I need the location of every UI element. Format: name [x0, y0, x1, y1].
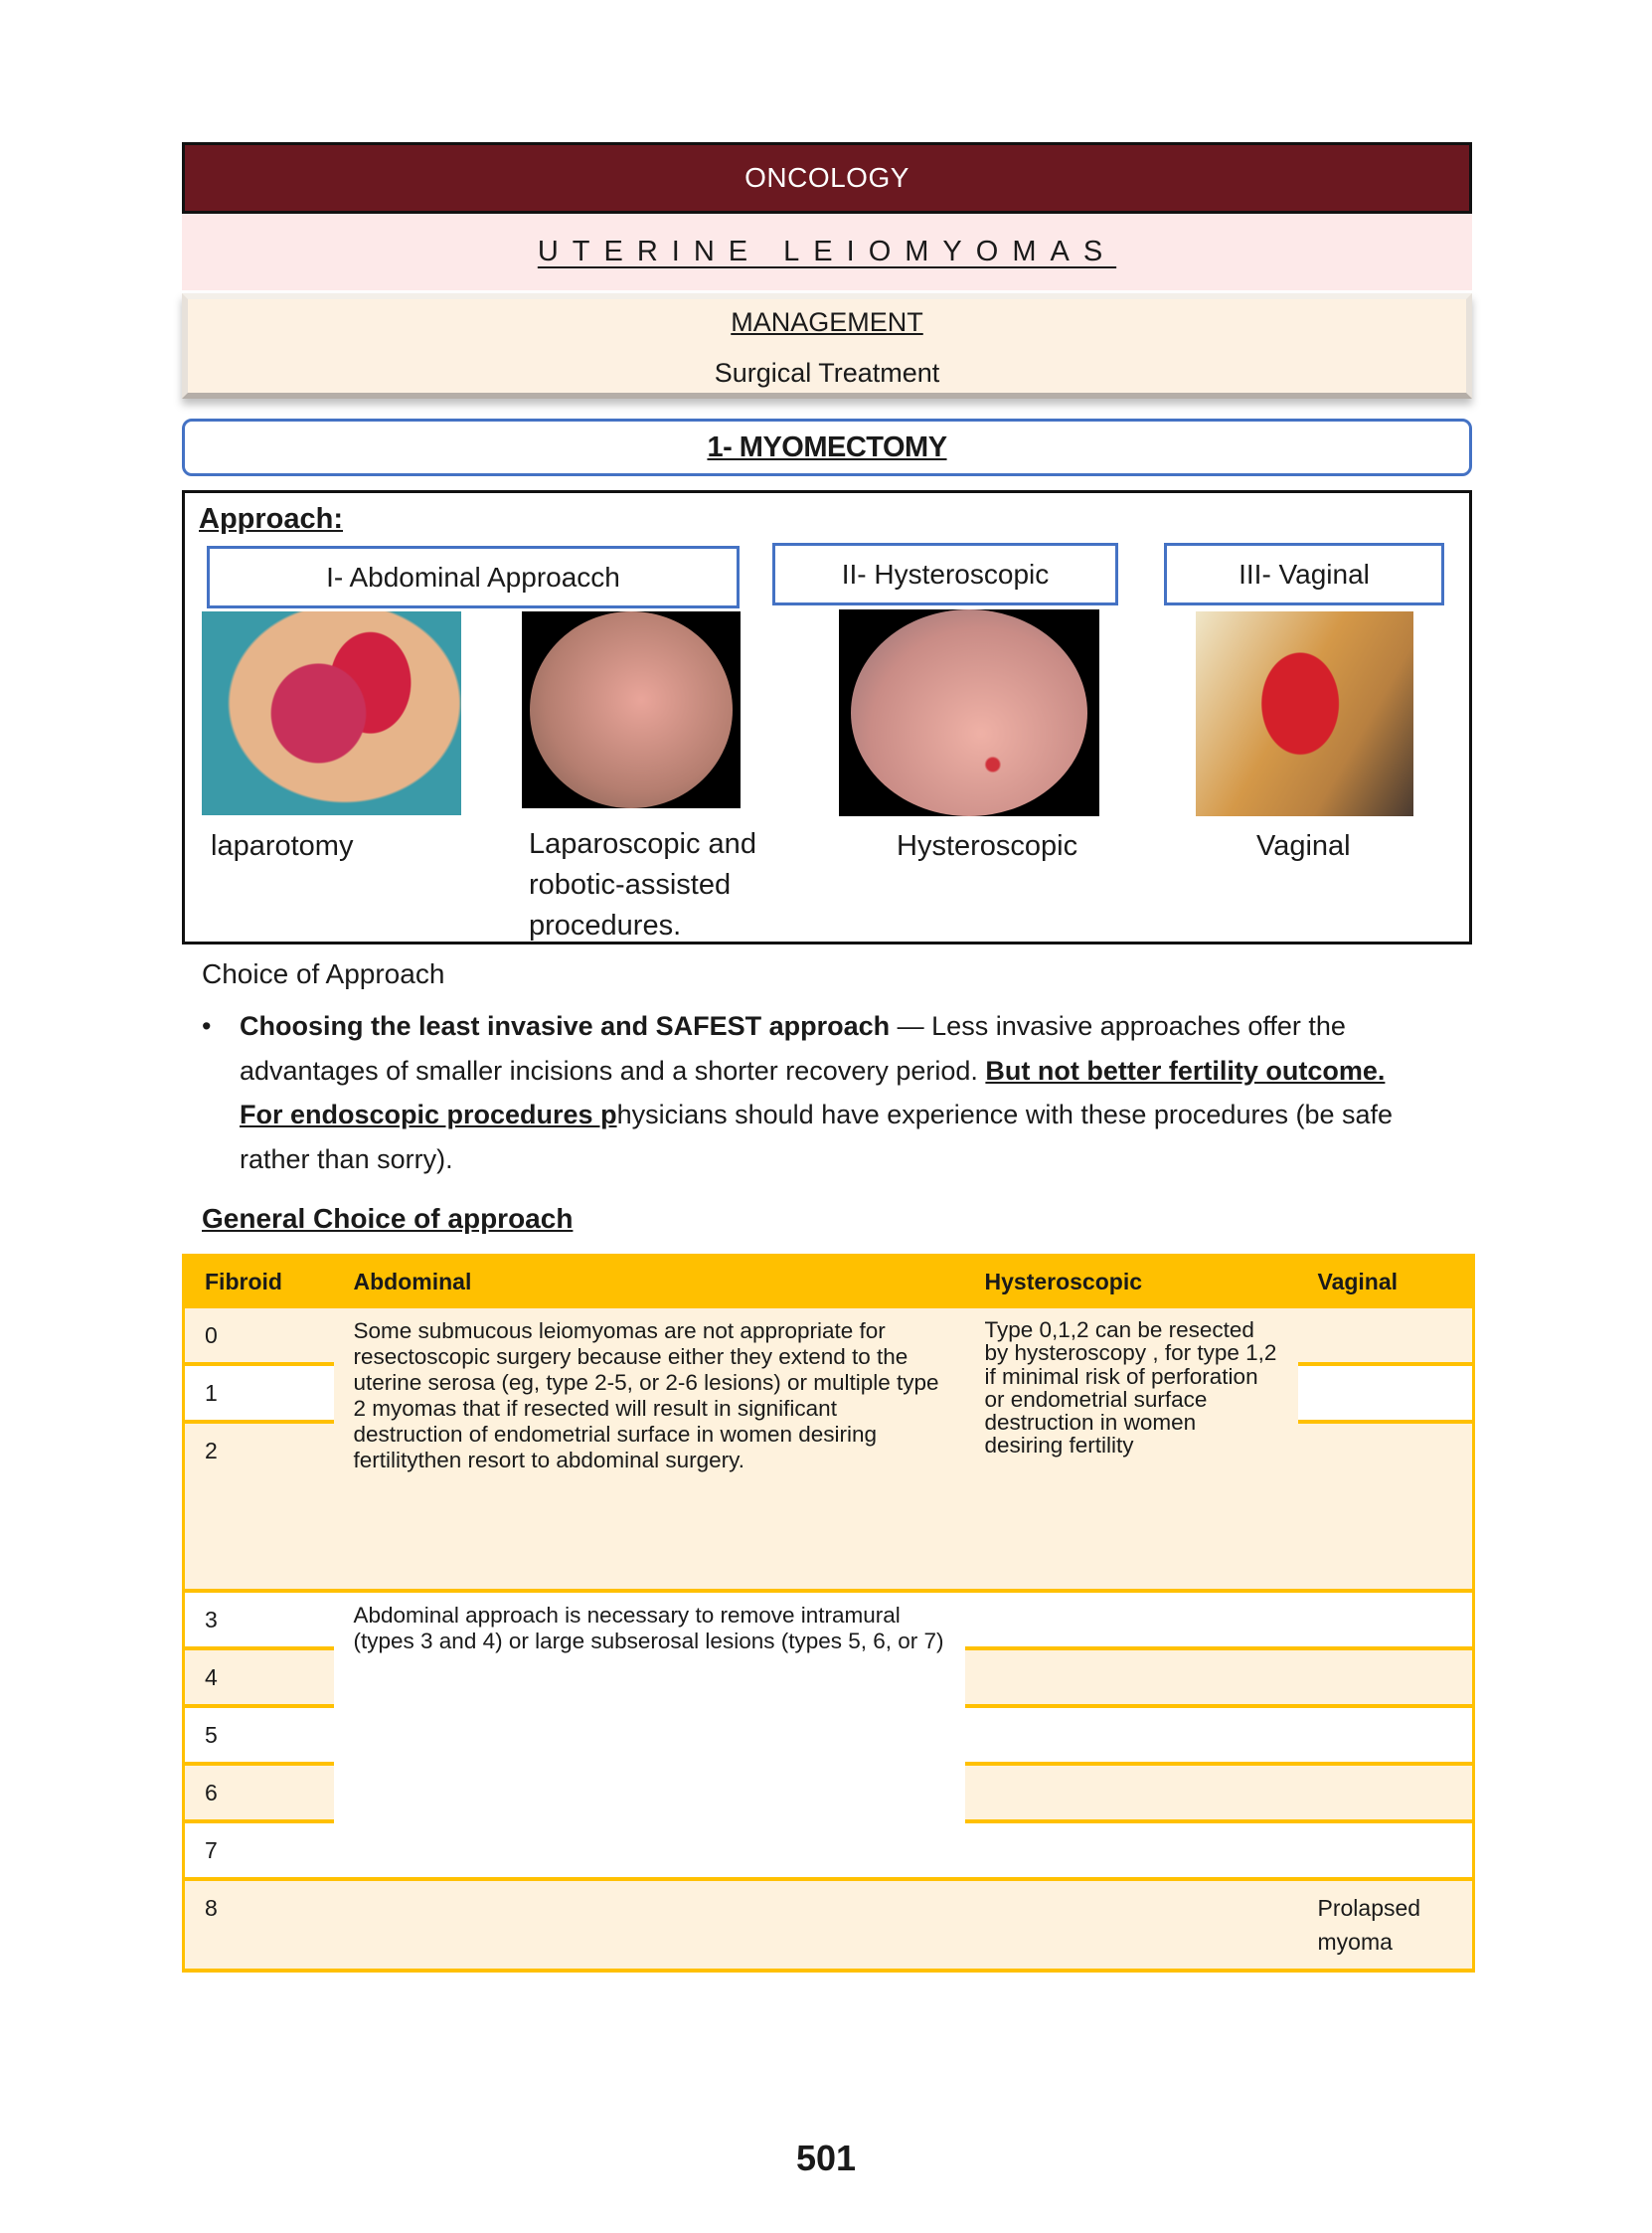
fibroid-cell: 0 — [184, 1308, 334, 1364]
header-vaginal: Vaginal — [1298, 1254, 1474, 1308]
vaginal-cell — [1298, 1422, 1474, 1591]
laparoscopic-photo — [522, 611, 741, 808]
fibroid-cell: 4 — [184, 1648, 334, 1706]
management-label: MANAGEMENT — [731, 307, 923, 337]
hysteroscopic-vaginal-cell — [965, 1764, 1474, 1821]
laparotomy-photo — [202, 611, 461, 815]
general-choice-title: General Choice of approach — [202, 1203, 574, 1234]
fibroid-cell: 1 — [184, 1364, 334, 1422]
page-number: 501 — [795, 2138, 857, 2178]
header-fibroid: Fibroid — [184, 1254, 334, 1308]
vaginal-cell — [1298, 1364, 1474, 1422]
vaginal-approach-box: III- Vaginal — [1164, 543, 1444, 605]
fibroid-cell: 2 — [184, 1422, 334, 1591]
table-row — [184, 1591, 1474, 1648]
approach-table — [182, 1254, 1475, 1973]
choice-bullet — [202, 1004, 1434, 1181]
choice-bold-text: Choosing the least invasive and SAFEST approach — [240, 1011, 891, 1041]
header-hysteroscopic: Hysteroscopic — [965, 1254, 1298, 1308]
fibroid-cell: 5 — [184, 1706, 334, 1764]
approach-label: Approach: — [199, 503, 343, 535]
bullet-icon: • — [202, 1011, 212, 1041]
myomectomy-heading: 1- MYOMECTOMY — [182, 419, 1472, 476]
table-row — [184, 1308, 1474, 1364]
section-banner: ONCOLOGY — [182, 142, 1472, 214]
choice-text-end: hysicians should have experience with these procedures (be safe rather than sorry). — [240, 1100, 1394, 1174]
management-box — [182, 293, 1472, 399]
header-abdominal: Abdominal — [334, 1254, 965, 1308]
fibroid-cell: 6 — [184, 1764, 334, 1821]
hysteroscopic-vaginal-cell — [965, 1706, 1474, 1764]
hysteroscopic-approach-box: II- Hysteroscopic — [772, 543, 1118, 605]
vaginal-caption: Vaginal — [1256, 830, 1351, 862]
title-band — [182, 214, 1472, 290]
vaginal-cell — [1298, 1308, 1474, 1364]
choice-of-approach-title: Choice of Approach — [202, 958, 445, 989]
hysteroscopic-vaginal-cell — [965, 1591, 1474, 1648]
abdominal-hysteroscopic-cell — [334, 1879, 1298, 1971]
table-header-row — [184, 1254, 1474, 1308]
abdominal-cell: Abdominal approach is necessary to remove intramural (types 3 and 4) or large subserosal lesions (types 5, 6, or 7) — [334, 1591, 965, 1879]
fibroid-cell: 7 — [184, 1821, 334, 1879]
fibroid-cell: 8 — [184, 1879, 334, 1971]
hysteroscopic-photo — [839, 609, 1099, 816]
abdominal-cell: Some submucous leiomyomas are not appropriate for resectoscopic surgery because either they extend to the uterine serosa (eg, type 2-5, or 2-6 lesions) or multiple type 2 myomas that if resected will result in significant destruction of endometrial surface in women desiring fertilitythen resort to abdominal surgery. — [334, 1308, 965, 1591]
abdominal-approach-box: I- Abdominal Approacch — [207, 546, 740, 608]
fibroid-cell: 3 — [184, 1591, 334, 1648]
table-row — [184, 1879, 1474, 1971]
laparotomy-caption: laparotomy — [211, 830, 354, 862]
hysteroscopic-vaginal-cell — [965, 1648, 1474, 1706]
vaginal-cell: Prolapsed myoma — [1298, 1879, 1474, 1971]
surgical-treatment-label: Surgical Treatment — [714, 358, 940, 388]
hysteroscopic-caption: Hysteroscopic — [897, 830, 1078, 862]
vaginal-photo — [1196, 611, 1413, 816]
choice-text: — Less invasive approaches offer the advantages of smaller incisions and a shorter recovery period. — [240, 1011, 1346, 1086]
laparoscopic-caption: Laparoscopic and robotic-assisted procedures. — [529, 828, 756, 942]
hysteroscopic-cell: Type 0,1,2 can be resected by hysteroscopy , for type 1,2 if minimal risk of perforation or endometrial surface destruction in women desiring fertility — [965, 1308, 1298, 1591]
choice-emphasis-text: But not better fertility outcome. For endoscopic procedures p — [240, 1055, 1386, 1129]
approach-box — [182, 490, 1472, 945]
choice-paragraph — [240, 1004, 1434, 1181]
page-title: UTERINE LEIOMYOMAS — [537, 236, 1117, 267]
hysteroscopic-vaginal-cell — [965, 1821, 1474, 1879]
